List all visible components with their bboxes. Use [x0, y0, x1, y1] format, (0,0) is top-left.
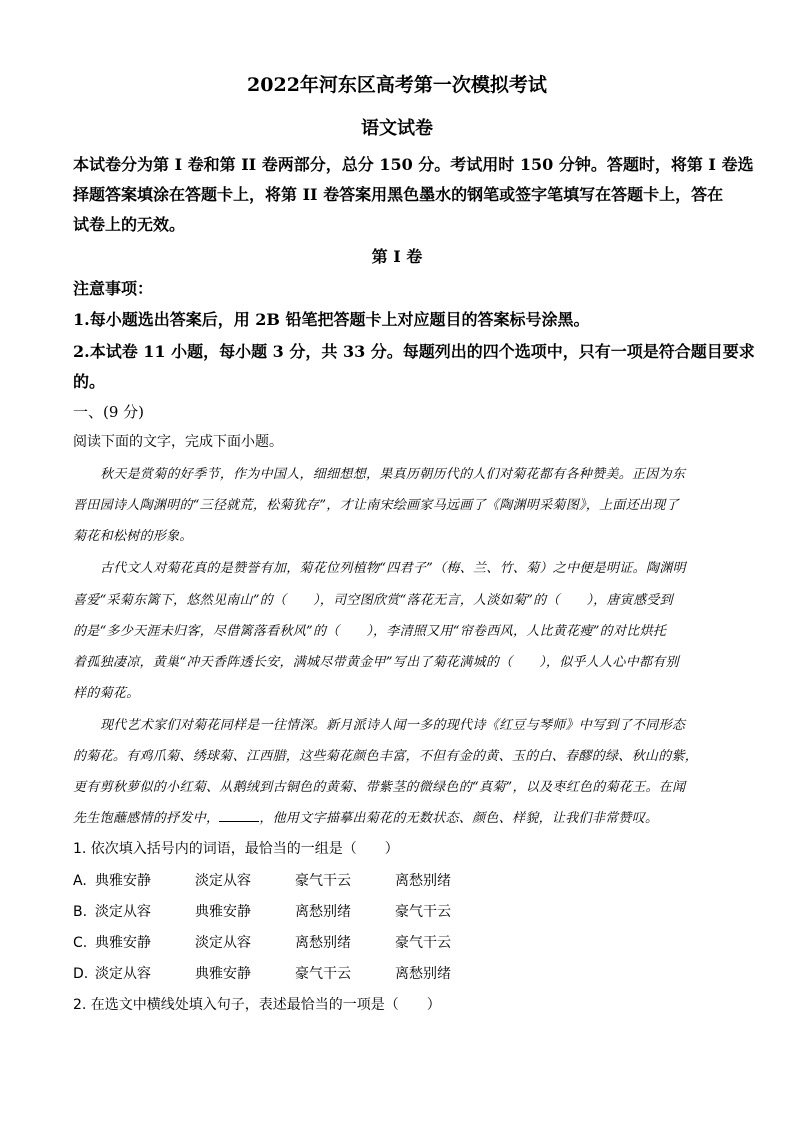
exam-title: 2022年河东区高考第一次模拟考试 — [247, 74, 547, 96]
option-row — [73, 870, 495, 890]
option-word: 淡定从容 — [195, 873, 251, 889]
intro-line: 择题答案填涂在答题卡上，将第 II 卷答案用黑色墨水的钢笔或签字笔填写在答题卡上，答在 — [73, 185, 724, 204]
notice-item: 的。 — [73, 372, 106, 391]
option-word: 离愁别绪 — [395, 873, 451, 889]
intro-line: 本试卷分为第 I 卷和第 II 卷两部分，总分 150 分。考试用时 150 分钟。答题时，将第 I 卷选 — [73, 155, 754, 174]
passage-line: 现代艺术家们对菊花同样是一往情深。新月派诗人闻一多的现代诗《红豆与琴师》中写到了不同形态 — [100, 718, 686, 733]
option-word: 豪气干云 — [395, 904, 451, 920]
passage-line: 的是“多少天涯未归客，尽借篱落看秋风”的（ ），李清照又用“帘卷西风，人比黄花瘦”的对比烘托 — [73, 624, 667, 639]
passage-fragment: 先生饱蘸感情的抒发中， — [73, 811, 220, 826]
passage-line: 晋田园诗人陶渊明的“三径就荒，松菊犹存”，才让南宋绘画家马远画了《陶渊明采菊图》，上面还出现了 — [73, 498, 679, 513]
option-word: 离愁别绪 — [295, 935, 351, 951]
paper-subtitle: 语文试卷 — [361, 118, 433, 139]
option-word: 典雅安静 — [195, 966, 251, 982]
question-stem: 1. 依次填入括号内的词语，最恰当的一组是（ ） — [73, 841, 399, 857]
passage-line: 样的菊花。 — [73, 686, 140, 701]
section-instruction: 阅读下面的文字，完成下面小题。 — [73, 434, 283, 450]
passage-line: 秋天是赏菊的好季节，作为中国人，细细想想，果真历朝历代的人们对菊花都有各种赞美。正因为东 — [100, 467, 686, 482]
passage-line: 菊花和松树的形象。 — [73, 529, 193, 544]
option-word: 豪气干云 — [295, 873, 351, 889]
notice-label: 注意事项： — [73, 279, 154, 298]
section-heading: 一、(9 分) — [73, 403, 145, 421]
option-label: B. — [73, 904, 88, 920]
passage-line: 喜爱“采菊东篱下，悠然见南山”的（ ），司空图欣赏“落花无言，人淡如菊”的（ ），唐寅感受到 — [73, 593, 673, 608]
option-word: 离愁别绪 — [295, 904, 351, 920]
option-row — [73, 963, 495, 983]
notice-item: 1.每小题选出答案后，用 2B 铅笔把答题卡上对应题目的答案标号涂黑。 — [73, 310, 590, 329]
fill-in-blank — [219, 809, 259, 822]
option-row — [73, 932, 495, 952]
option-word: 淡定从容 — [95, 966, 151, 982]
option-word: 豪气干云 — [295, 966, 351, 982]
option-label: A. — [73, 873, 87, 889]
passage-line: 古代文人对菊花真的是赞誉有加，菊花位列植物“四君子”（梅、兰、竹、菊）之中便是明证。陶渊明 — [100, 561, 686, 576]
passage-line: 的菊花。有鸡爪菊、绣球菊、江西腊，这些菊花颜色丰富，不但有金的黄、玉的白、春醪的绿、秋山的紫， — [73, 749, 699, 764]
question-stem: 2. 在选文中横线处填入句子，表述最恰当的一项是（ ） — [73, 997, 441, 1013]
option-label: D. — [73, 966, 89, 982]
option-word: 典雅安静 — [95, 873, 151, 889]
notice-item: 2.本试卷 11 小题，每小题 3 分，共 33 分。每题列出的四个选项中，只有一项是符合题目要求 — [73, 342, 755, 361]
passage-line: 着孤独凄凉，黄巢“冲天香阵透长安，满城尽带黄金甲”写出了菊花满城的（ ），似乎人人心中都有别 — [73, 655, 679, 670]
passage-line: 更有剪秋萝似的小红菊、从鹅绒到古铜色的黄菊、带紫茎的微绿色的“真菊”，以及枣红色的菊花王。在闻 — [73, 780, 686, 795]
option-word: 典雅安静 — [195, 904, 251, 920]
part-label: 第 I 卷 — [371, 247, 423, 266]
passage-line-with-blank — [73, 807, 658, 826]
intro-line: 试卷上的无效。 — [73, 215, 186, 234]
option-row — [73, 901, 495, 921]
option-word: 淡定从容 — [95, 904, 151, 920]
option-word: 离愁别绪 — [395, 966, 451, 982]
option-word: 淡定从容 — [195, 935, 251, 951]
passage-fragment: ，他用文字描摹出菊花的无数状态、颜色、样貌，让我们非常赞叹。 — [259, 811, 659, 826]
option-label: C. — [73, 935, 88, 951]
option-word: 典雅安静 — [95, 935, 151, 951]
option-word: 豪气干云 — [395, 935, 451, 951]
